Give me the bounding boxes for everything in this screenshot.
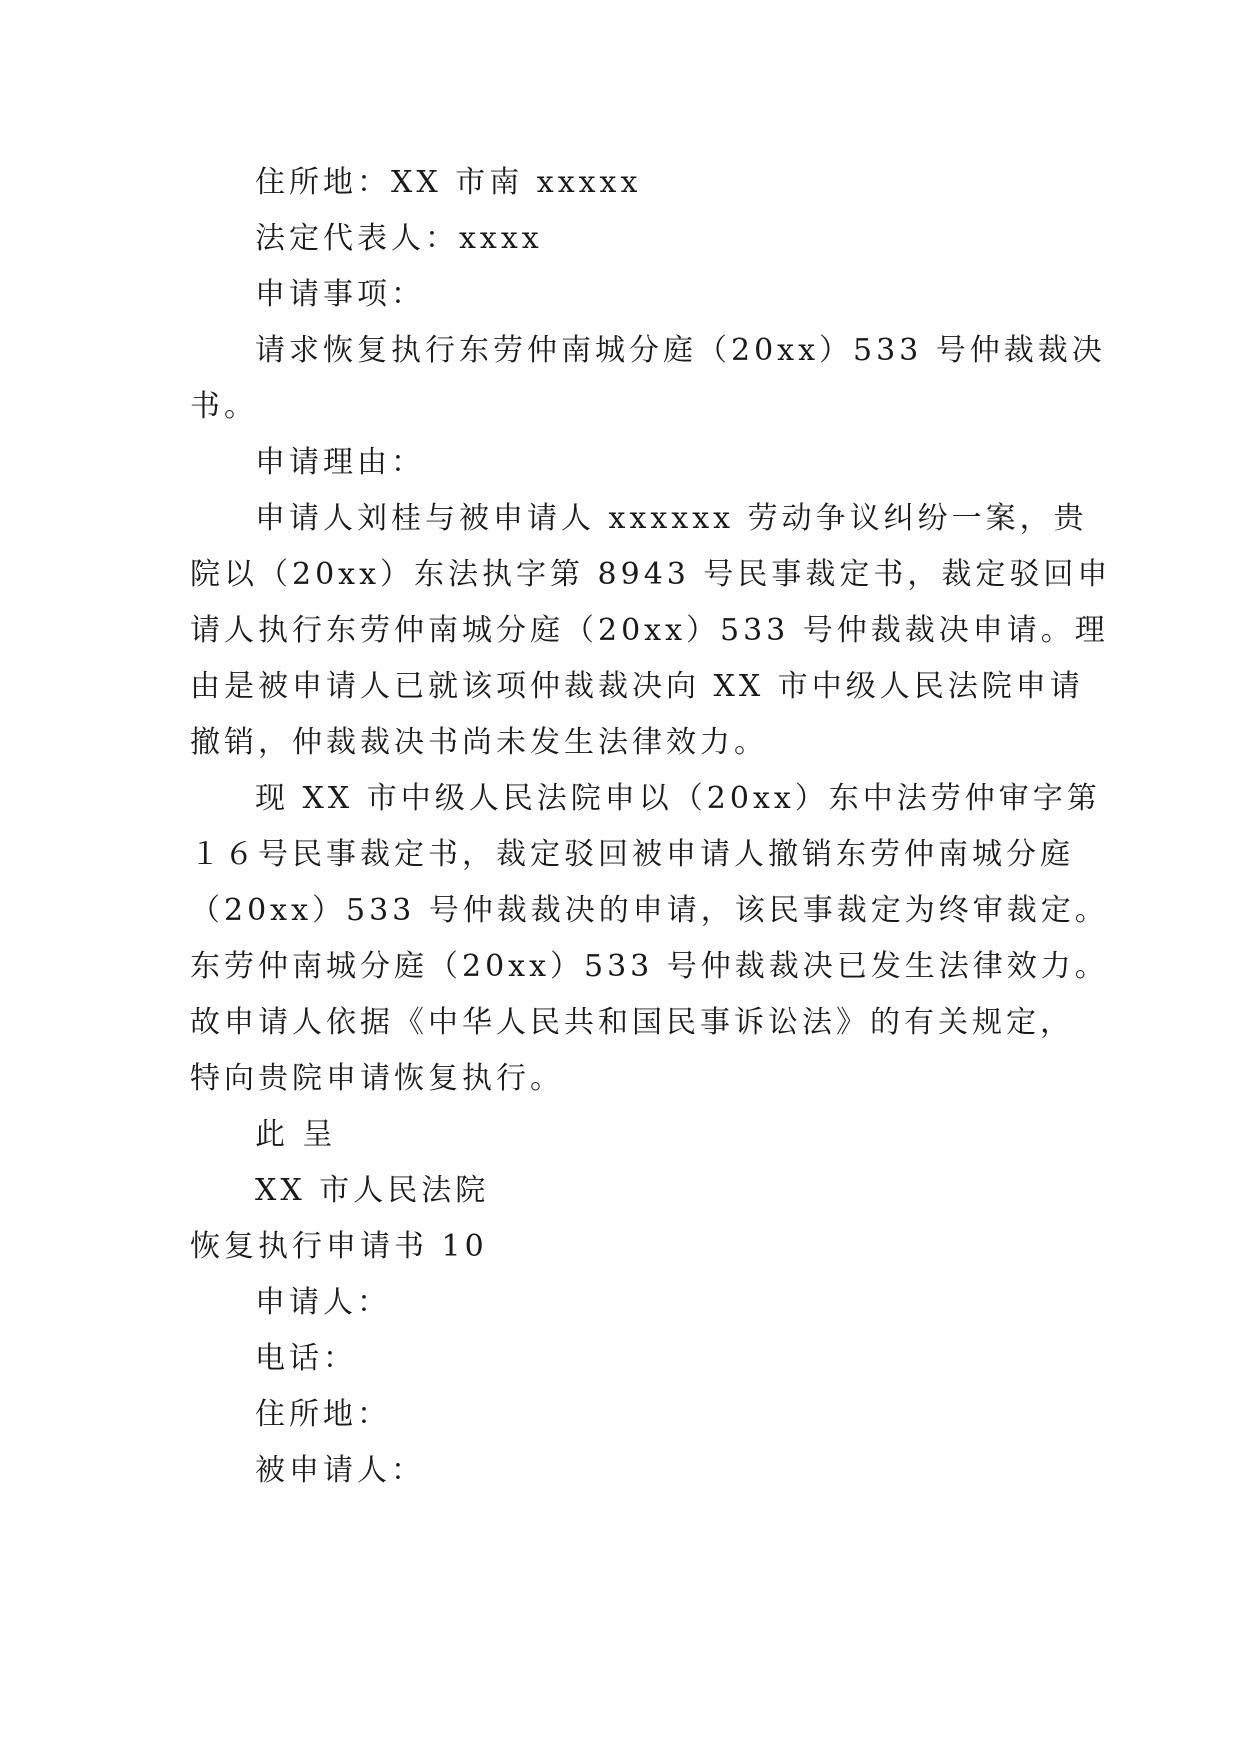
reasons-paragraph-line: 请人执行东劳仲南城分庭（20xx）533 号仲裁裁决申请。理 xyxy=(190,613,1109,648)
court-name-line: XX 市人民法院 xyxy=(255,1173,490,1208)
reasons-paragraph-line: 院以（20xx）东法执字第 8943 号民事裁定书，裁定驳回申 xyxy=(190,557,1112,592)
residence-field: 住所地： xyxy=(255,1397,391,1432)
applicant-field: 申请人： xyxy=(255,1285,391,1320)
submission-line: 此 呈 xyxy=(255,1117,337,1152)
ruling-paragraph-line: 现 XX 市中级人民法院申以（20xx）东中法劳仲审字第 xyxy=(255,781,1101,816)
reasons-paragraph-line: 申请人刘桂与被申请人 xxxxxx 劳动争议纠纷一案，贵 xyxy=(255,501,1088,536)
document-title-10: 恢复执行申请书 10 xyxy=(190,1229,488,1264)
ruling-paragraph-line: 故申请人依据《中华人民共和国民事诉讼法》的有关规定， xyxy=(190,1005,1074,1040)
application-items-heading: 申请事项： xyxy=(255,277,425,312)
residence-line: 住所地：XX 市南 xxxxx xyxy=(255,165,642,200)
reasons-paragraph-line: 撤销，仲裁裁决书尚未发生法律效力。 xyxy=(190,725,768,760)
ruling-paragraph-line: 东劳仲南城分庭（20xx）533 号仲裁裁决已发生法律效力。 xyxy=(190,949,1109,984)
ruling-paragraph-line: １６号民事裁定书，裁定驳回被申请人撤销东劳仲南城分庭 xyxy=(190,837,1074,872)
phone-field: 电话： xyxy=(255,1341,357,1376)
reasons-paragraph-line: 由是被申请人已就该项仲裁裁决向 XX 市中级人民法院申请 xyxy=(190,669,1084,704)
ruling-paragraph-line: 特向贵院申请恢复执行。 xyxy=(190,1061,564,1096)
application-reasons-heading: 申请理由： xyxy=(255,445,425,480)
respondent-field: 被申请人： xyxy=(255,1453,425,1488)
legal-representative-line: 法定代表人：xxxx xyxy=(255,221,543,256)
request-paragraph-line: 请求恢复执行东劳仲南城分庭（20xx）533 号仲裁裁决 xyxy=(255,333,1106,368)
ruling-paragraph-line: （20xx）533 号仲裁裁决的申请，该民事裁定为终审裁定。 xyxy=(190,893,1109,928)
request-paragraph-line: 书。 xyxy=(190,389,258,424)
